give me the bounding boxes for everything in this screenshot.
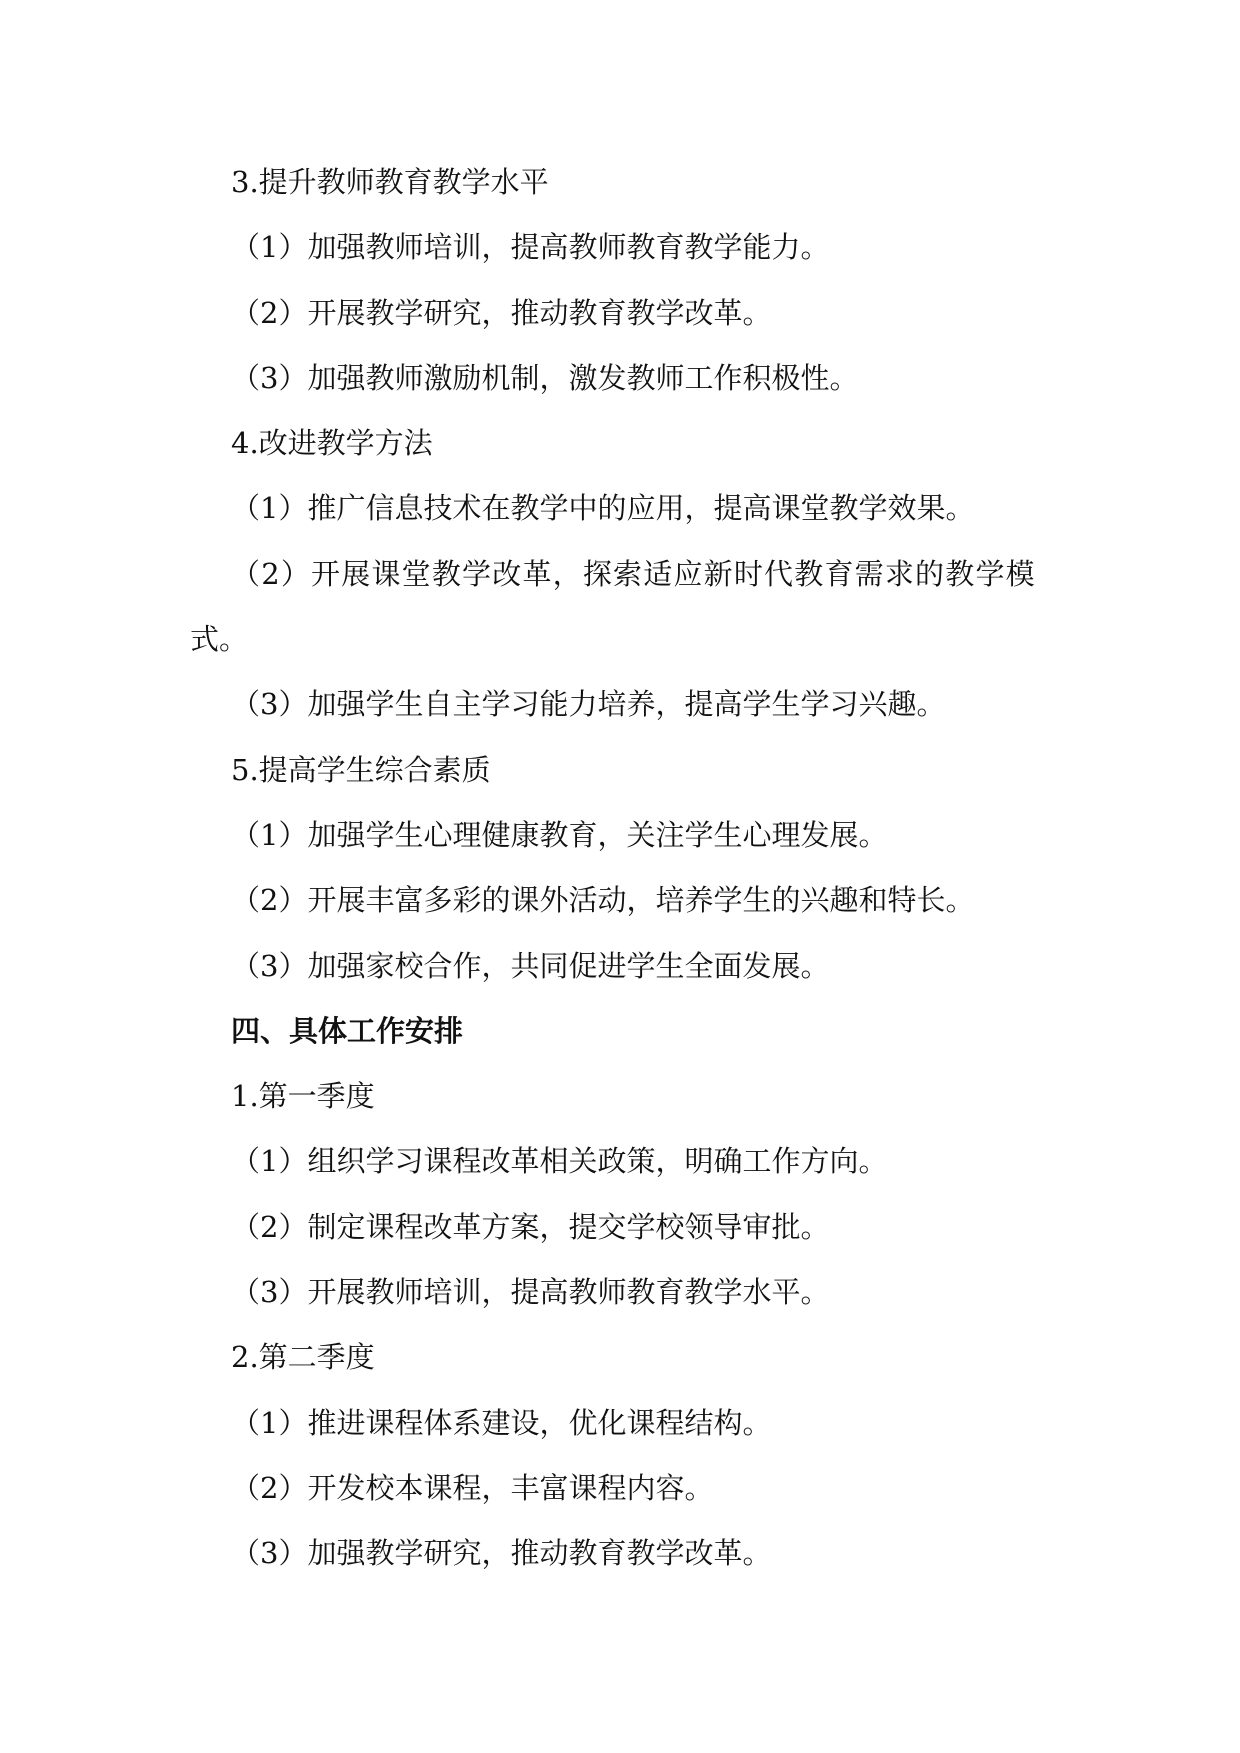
subheading-3: 3.提升教师教育教学水平 — [231, 165, 549, 199]
paragraph-item: （2）开展丰富多彩的课外活动，培养学生的兴趣和特长。 — [231, 883, 975, 918]
paragraph-item-continuation: 式。 — [190, 622, 249, 657]
paragraph-item: （3）加强家校合作，共同促进学生全面发展。 — [231, 948, 830, 983]
paragraph-item: （3）开展教师培训，提高教师教育教学水平。 — [231, 1275, 830, 1310]
paragraph-item: （1）推广信息技术在教学中的应用，提高课堂教学效果。 — [231, 491, 975, 526]
subheading-5: 5.提高学生综合素质 — [231, 752, 491, 787]
section-heading: 四、具体工作安排 — [231, 1013, 464, 1048]
paragraph-item: （3）加强教学研究，推动教育教学改革。 — [231, 1536, 772, 1571]
paragraph-item: （3）加强学生自主学习能力培养，提高学生学习兴趣。 — [231, 687, 946, 722]
subheading-quarter-1: 1.第一季度 — [231, 1079, 375, 1114]
paragraph-item: （2）开发校本课程，丰富课程内容。 — [231, 1470, 714, 1505]
paragraph-item: （1）组织学习课程改革相关政策，明确工作方向。 — [231, 1144, 888, 1179]
paragraph-item: （2）制定课程改革方案，提交学校领导审批。 — [231, 1209, 830, 1244]
subheading-4: 4.改进教学方法 — [231, 426, 433, 461]
paragraph-item-wrapped: （2）开展课堂教学改革，探索适应新时代教育需求的教学模 — [231, 556, 1036, 591]
subheading-quarter-2: 2.第二季度 — [231, 1340, 375, 1375]
document-body — [190, 150, 1070, 1587]
paragraph-item: （1）加强教师培训，提高教师教育教学能力。 — [231, 230, 830, 265]
paragraph-item: （1）推进课程体系建设，优化课程结构。 — [231, 1405, 772, 1440]
paragraph-item: （3）加强教师激励机制，激发教师工作积极性。 — [231, 360, 859, 395]
paragraph-item: （2）开展教学研究，推动教育教学改革。 — [231, 295, 772, 330]
paragraph-item: （1）加强学生心理健康教育，关注学生心理发展。 — [231, 817, 888, 852]
